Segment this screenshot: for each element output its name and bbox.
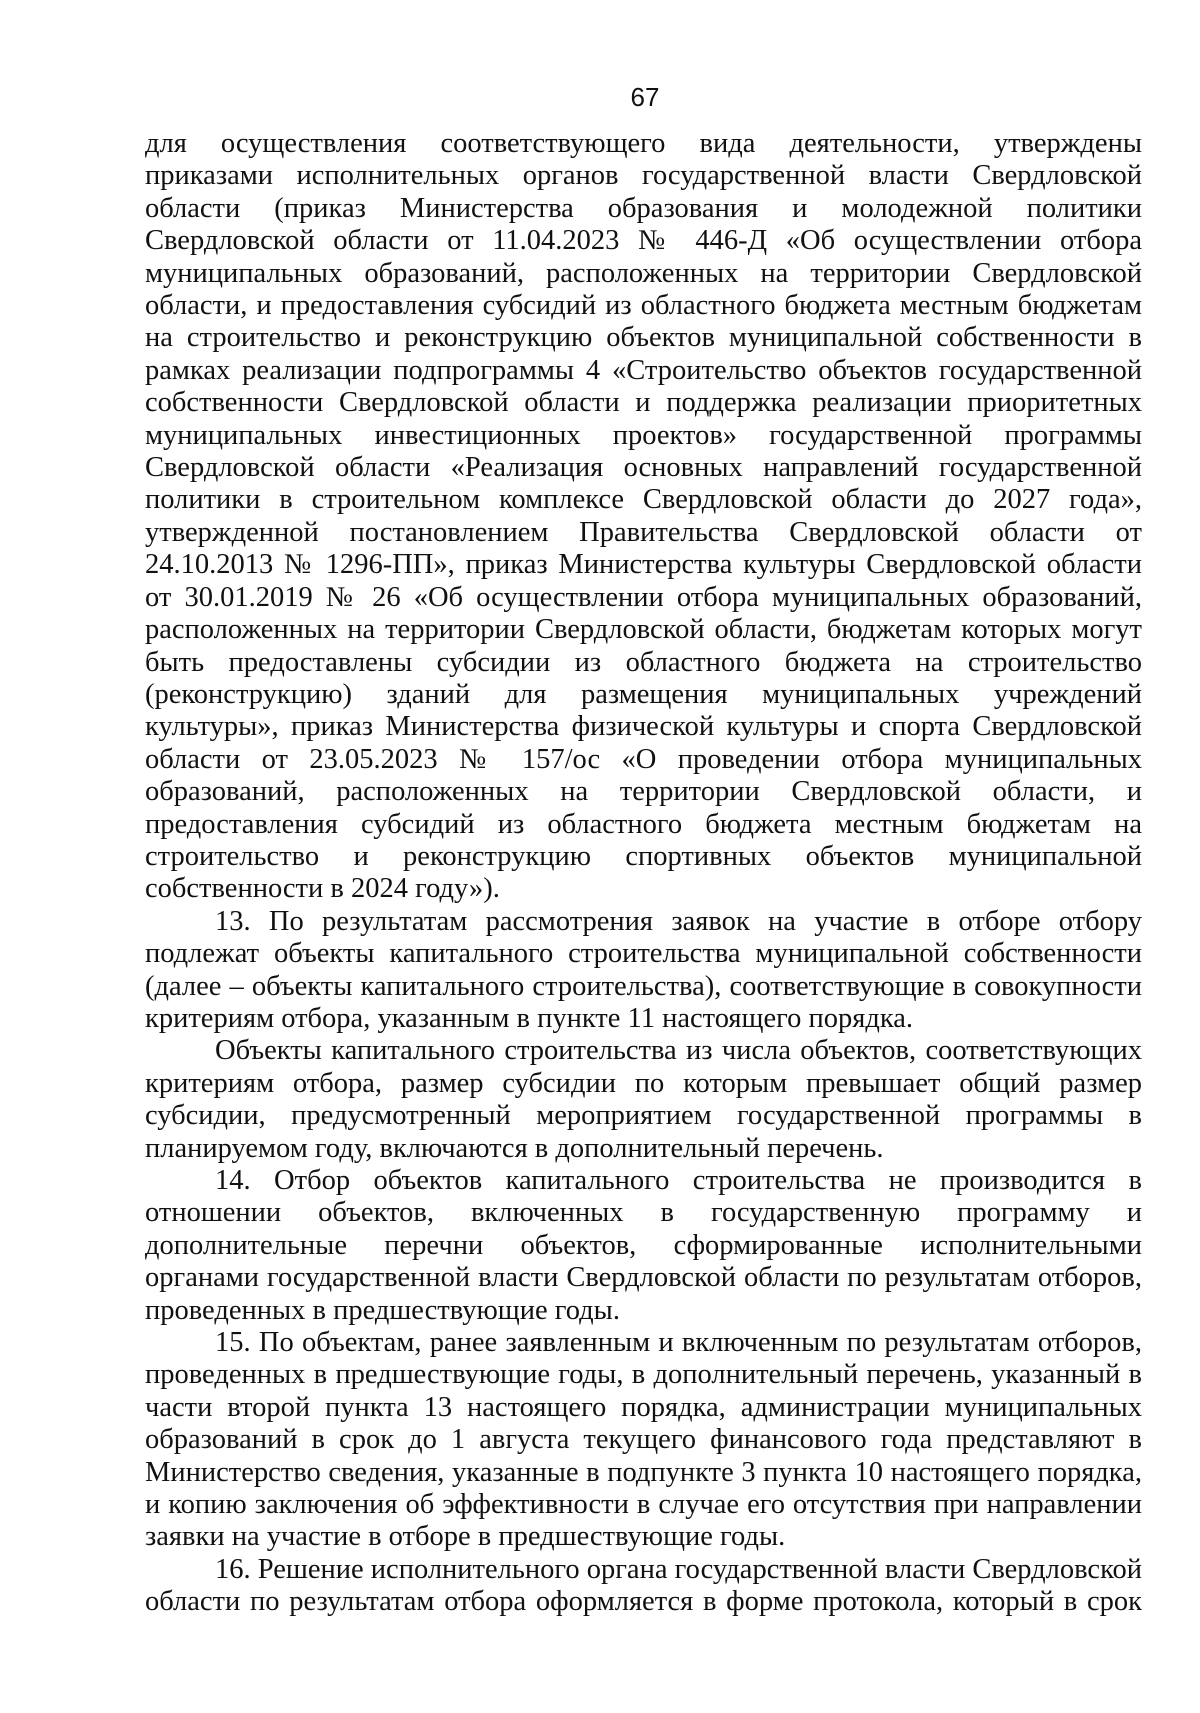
paragraph-item-14: 14. Отбор объектов капитального строительства не производится в отношении объектов, включенных в государственную программу и дополнительные перечни объектов, сформированные исполнительными органами государственной власти Свердловской области по результатам отборов, проведенных в предшествующие годы. (145, 1165, 1142, 1326)
page-number: 67 (630, 82, 660, 112)
paragraph-item-15: 15. По объектам, ранее заявленным и включенным по результатам отборов, проведенных в предшествующие годы, в дополнительный перечень, указанный в части второй пункта 13 настоящего порядка, администрации муниципальных образований в срок до 1 августа текущего финансового года представляют в Министерство сведения, указанные в подпункте 3 пункта 10 настоящего порядка, и копию заключения об эффективности в случае его отсутствия при направлении заявки на участие в отборе в предшествующие годы. (145, 1327, 1142, 1553)
paragraph-item-13-part-2: Объекты капитального строительства из числа объектов, соответствующих критериям отбора, размер субсидии по которым превышает общий размер субсидии, предусмотренный мероприятием государственной программы в планируемом году, включаются в дополнительный перечень. (145, 1035, 1142, 1164)
paragraph-continuation: для осуществления соответствующего вида деятельности, утверждены приказами исполнительных органов государственной власти Свердловской области (приказ Министерства образования и молодежной политики Свердловской области от 11.04.2023 № 446-Д «Об осуществлении отбора муниципальных образований, расположенных на территории Свердловской области, и предоставления субсидий из областного бюджета местным бюджетам на строительство и реконструкцию объектов муниципальной собственности в рамках реализации подпрограммы 4 «Строительство объектов государственной собственности Свердловской области и поддержка реализации приоритетных муниципальных инвестиционных проектов» государственной программы Свердловской области «Реализация основных направлений государственной политики в строительном комплексе Свердловской области до 2027 года», утвержденной постановлением Правительства Свердловской области от 24.10.2013 № 1296-ПП», приказ Министерства культуры Свердловской области от 30.01.2019 № 26 «Об осуществлении отбора муниципальных образований, расположенных на территории Свердловской области, бюджетам которых могут быть предоставлены субсидии из областного бюджета на строительство (реконструкцию) зданий для размещения муниципальных учреждений культуры», приказ Министерства физической культуры и спорта Свердловской области от 23.05.2023 № 157/ос «О проведении отбора муниципальных образований, расположенных на территории Свердловской области, и предоставления субсидий из областного бюджета местным бюджетам на строительство и реконструкцию спортивных объектов муниципальной собственности в 2024 году»). (145, 128, 1142, 905)
document-body (145, 128, 1142, 1619)
paragraph-item-16: 16. Решение исполнительного органа государственной власти Свердловской области по результатам отбора оформляется в форме протокола, который в срок (145, 1553, 1142, 1618)
paragraph-item-13: 13. По результатам рассмотрения заявок на участие в отборе отбору подлежат объекты капитального строительства муниципальной собственности (далее – объекты капитального строительства), соответствующие в совокупности критериям отбора, указанным в пункте 11 настоящего порядка. (145, 905, 1142, 1034)
